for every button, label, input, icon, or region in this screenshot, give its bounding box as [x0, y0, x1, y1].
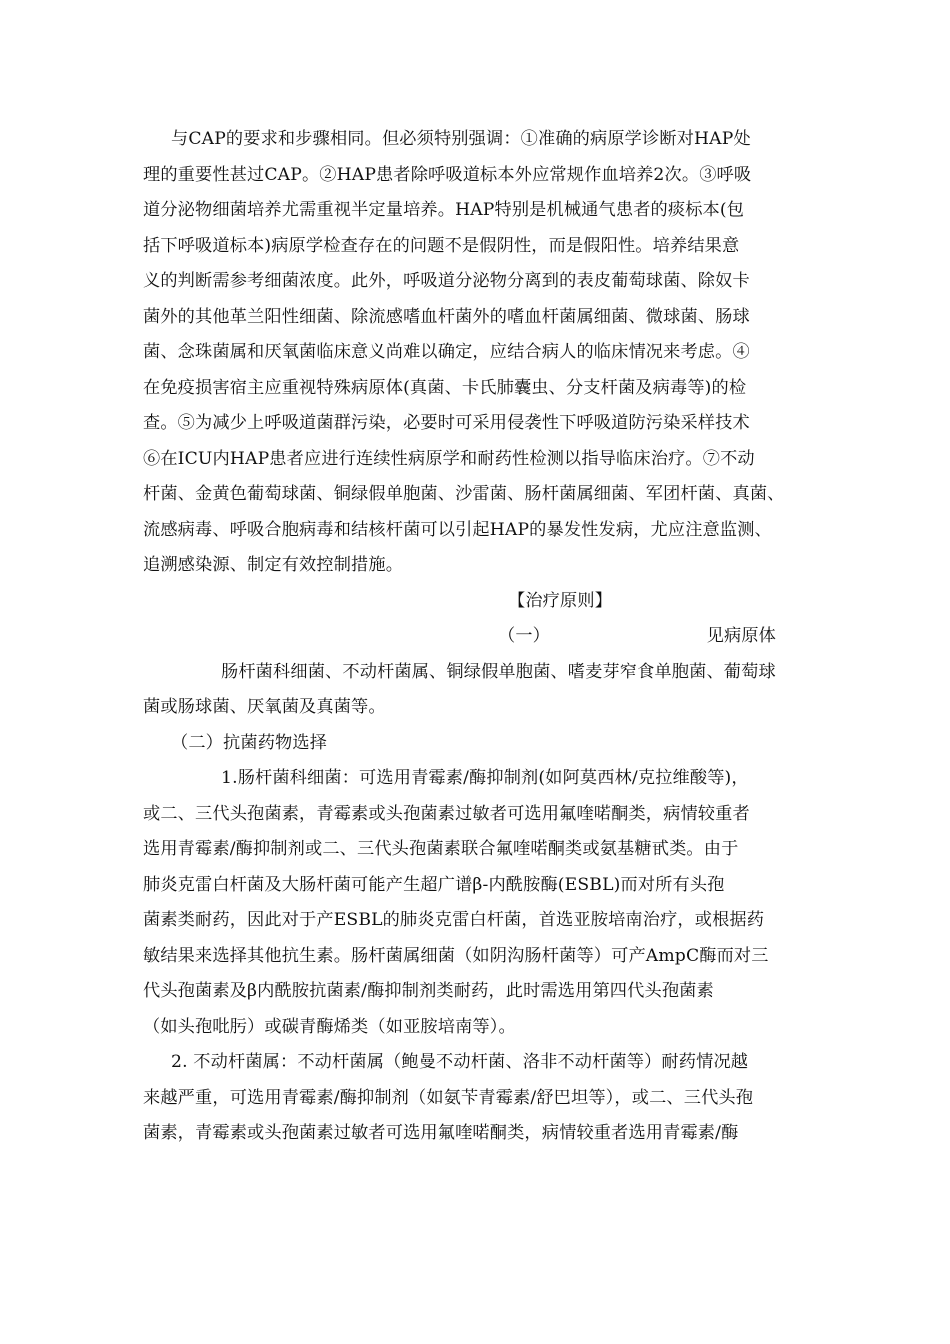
text-line: 肺炎克雷白杆菌及大肠杆菌可能产生超广谱β-内酰胺酶(ESBL)而对所有头孢 — [143, 874, 725, 895]
text-line: 菌外的其他革兰阳性细菌、除流感嗜血杆菌外的嗜血杆菌属细菌、微球菌、肠球 — [143, 306, 750, 327]
text-line: 1.肠杆菌科细菌：可选用青霉素/酶抑制剂(如阿莫西林/克拉维酸等)， — [221, 768, 749, 788]
document-body — [143, 122, 828, 1152]
subsection-one-title: 见病原体 — [706, 626, 776, 646]
text-line: 义的判断需参考细菌浓度。此外，呼吸道分泌物分离到的表皮葡萄球菌、除奴卡 — [143, 271, 750, 291]
text-line: 菌素类耐药，因此对于产ESBL的肺炎克雷白杆菌，首选亚胺培南治疗，或根据药 — [143, 910, 765, 930]
text-line: 菌、念珠菌属和厌氧菌临床意义尚难以确定，应结合病人的临床情况来考虑。④ — [143, 342, 750, 362]
text-line: 选用青霉素/酶抑制剂或二、三代头孢菌素联合氟喹喏酮类或氨基糖甙类。由于 — [143, 839, 739, 859]
text-line: 来越严重，可选用青霉素/酶抑制剂（如氨苄青霉素/舒巴坦等），或二、三代头孢 — [143, 1087, 754, 1108]
subsection-one-heading — [143, 619, 828, 655]
text-line: 查。⑤为减少上呼吸道菌群污染，必要时可采用侵袭性下呼吸道防污染采样技术 — [143, 413, 750, 433]
text-line: 括下呼吸道标本)病原学检查存在的问题不是假阴性，而是假阳性。培养结果意 — [143, 235, 740, 256]
text-line: 菌或肠球菌、厌氧菌及真菌等。 — [143, 697, 386, 717]
text-line: 菌素，青霉素或头孢菌素过敏者可选用氟喹喏酮类，病情较重者选用青霉素/酶 — [143, 1123, 739, 1143]
text-line: ⑥在ICU内HAP患者应进行连续性病原学和耐药性检测以指导临床治疗。⑦不动 — [143, 448, 755, 469]
text-line: 敏结果来选择其他抗生素。肠杆菌属细菌（如阴沟肠杆菌等）可产AmpC酶而对三 — [143, 945, 769, 966]
text-line: 流感病毒、呼吸合胞病毒和结核杆菌可以引起HAP的暴发性发病，尤应注意监测、 — [143, 519, 772, 540]
paragraph-hap-diagnosis — [143, 122, 828, 584]
subsection-one-number: （一） — [498, 626, 551, 646]
text-line: 在免疫损害宿主应重视特殊病原体(真菌、卡氏肺囊虫、分支杆菌及病毒等)的检 — [143, 377, 747, 398]
subsection-two-heading: （二）抗菌药物选择 — [171, 732, 328, 753]
text-line: 2. 不动杆菌属：不动杆菌属（鲍曼不动杆菌、洛非不动杆菌等）耐药情况越 — [171, 1052, 749, 1072]
paragraph-item-1 — [143, 761, 828, 1045]
text-line: 道分泌物细菌培养尤需重视半定量培养。HAP特别是机械通气患者的痰标本(包 — [143, 200, 745, 220]
section-heading-treatment-principles: 【治疗原则】 — [508, 590, 613, 611]
text-line: 肠杆菌科细菌、不动杆菌属、铜绿假单胞菌、嗜麦芽窄食单胞菌、葡萄球 — [221, 661, 776, 682]
text-line: 理的重要性甚过CAP。②HAP患者除呼吸道标本外应常规作血培养2次。③呼吸 — [143, 164, 752, 185]
text-line: 追溯感染源、制定有效控制措施。 — [143, 555, 404, 575]
text-line: （如头孢吡肟）或碳青酶烯类（如亚胺培南等）。 — [143, 1016, 516, 1037]
text-line: 杆菌、金黄色葡萄球菌、铜绿假单胞菌、沙雷菌、肠杆菌属细菌、军团杆菌、真菌、 — [143, 484, 785, 504]
text-line: 代头孢菌素及β内酰胺抗菌素/酶抑制剂类耐药，此时需选用第四代头孢菌素 — [143, 981, 714, 1001]
paragraph-item-2 — [143, 1045, 828, 1152]
paragraph-pathogens — [143, 655, 828, 726]
text-line: 与CAP的要求和步骤相同。但必须特别强调：①准确的病原学诊断对HAP处 — [171, 129, 751, 149]
text-line: 或二、三代头孢菌素，青霉素或头孢菌素过敏者可选用氟喹喏酮类，病情较重者 — [143, 803, 750, 824]
